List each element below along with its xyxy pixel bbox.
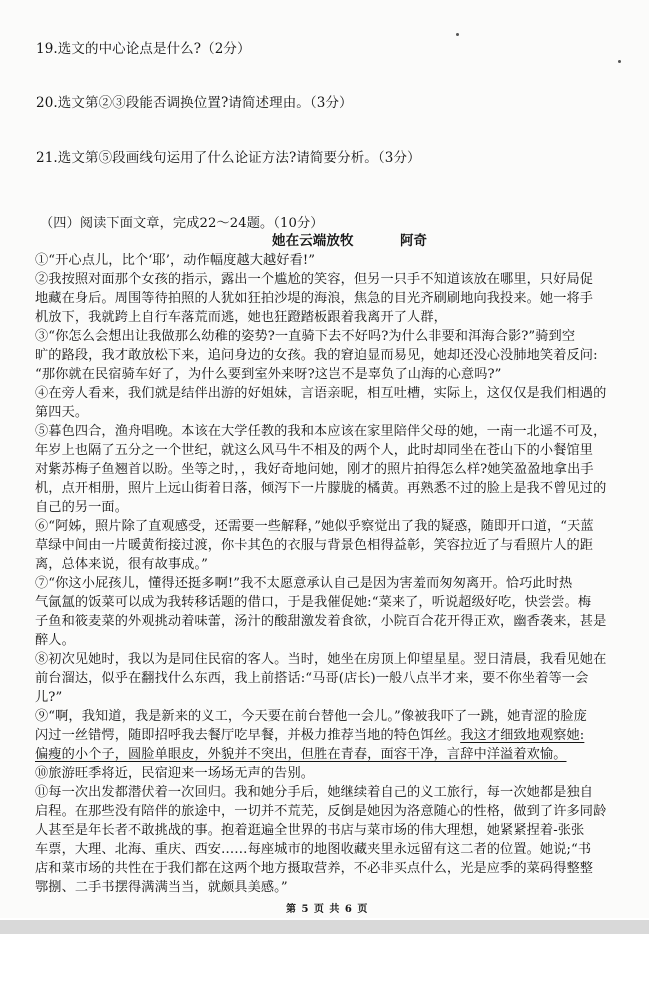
paragraph-line: 子鱼和筱麦菜的外观挑动着味蕾，汤汁的酸甜激发着食欲，小院百合花开得正欢，幽香袭来，甚是 (35, 614, 607, 629)
question-21: 21.选文第⑤段画线句运用了什么论证方法?请简要分析。（3分） (36, 150, 421, 166)
paragraph-line: 草绿中间由一片暖黄衔接过渡，你卡其色的衣服与背景色相得益彰，笑容拉近了与看照片人的距 (35, 538, 594, 553)
paragraph-line: ⑤暮色四合，渔舟唱晚。本该在大学任教的我和本应该在家里陪伴父母的她，一南一北遥不可及， (35, 424, 607, 439)
paragraph-line: “那你就在民宿骑车好了，为什么要到室外来呀?这岂不是辜负了山海的心意吗?” (35, 367, 502, 382)
underlined-sentence: 我这才细致地观察她: (460, 728, 585, 743)
paragraph-line: ⑥“阿姊，照片除了直观感受，还需要一些解释，”她似乎察觉出了我的疑惑，随即开口道，“天蓝 (35, 519, 594, 534)
article-title-text: 她在云端放牧 (272, 233, 354, 249)
scan-speck (456, 33, 459, 36)
paragraph-line: ⑧初次见她时，我以为是同住民宿的客人。当时，她坐在房顶上仰望星星。翌日清晨，我看见她在 (35, 652, 607, 667)
paragraph-line: 鄂捌、二手书摆得满满当当，就颇具美感。” (35, 880, 288, 895)
paragraph-line: ①“开心点儿，比个‘耶’，动作幅度越大越好看!” (35, 253, 316, 268)
paragraph-line: ⑨“啊，我知道，我是新来的义工，今天要在前台替他一会儿。”像被我吓了一跳，她青涩的脸庞 (35, 709, 587, 724)
scan-speck (618, 60, 621, 63)
question-20: 20.选文第②③段能否调换位置?请简述理由。（3分） (36, 95, 353, 111)
paragraph-line: ⑦“你这小屁孩儿，懂得还挺多啊!”我不太愿意承认自己是因为害羞而匆匆离开。恰巧此时热 (35, 576, 573, 591)
paragraph-line: 启程。在那些没有陪伴的旅途中，一切并不荒芜，反倒是她因为洛意随心的性格，做到了许多同龄 (35, 804, 607, 819)
paragraph-line: 车票，大理、北海、重庆、西安……每座城市的地图收藏夹里永远留有这二者的位置。她说;“书 (35, 842, 592, 857)
paragraph-line: 机放下，我就跨上自行车落荒而逃，她也狂蹬踏板跟着我离开了人群， (35, 310, 447, 325)
paragraph-line: ⑩旅游旺季将近，民宿迎来一场场无声的告别。 (35, 766, 315, 781)
paragraph-line: 气氤氲的饭菜可以成为我转移话题的借口，于是我催促她:“菜来了，听说超级好吃，快尝尝。梅 (35, 595, 592, 610)
paragraph-line-text: 闪过一丝错愕，随即招呼我去餐厅吃早餐，并极力推荐当地的特色饵丝。 (35, 728, 461, 743)
paragraph-line: 年岁上也隔了五分之一个世纪，就这么风马牛不相及的两个人，此时却同坐在苍山下的小餐馆里 (35, 443, 594, 458)
paragraph-line: 对紫苏梅子鱼翘首以盼。坐等之时，，我好奇地问她，刚才的照片拍得怎么样?她笑盈盈地拿出手 (35, 462, 594, 477)
underlined-sentence: 偏瘦的小个子，圆脸单眼皮，外貌并不突出，但胜在青春，面容干净，言辞中洋溢着欢愉。 (35, 747, 567, 762)
paragraph-line: 机，点开相册，照片上远山街着日落，倾泻下一片朦胧的橘黄。再熟悉不过的脸上是我不曾见过的 (35, 481, 607, 496)
paragraph-line: 地藏在身后。周围等待拍照的人犹如狂拍沙堤的海浪，焦急的目光齐刷刷地向我投来。她一将手 (35, 291, 594, 306)
article-author: 阿奇 (400, 233, 427, 249)
article-title (272, 232, 354, 251)
question-19: 19.选文的中心论点是什么?（2分） (36, 41, 251, 57)
paragraph-line: 自己的另一面。 (35, 500, 129, 515)
paragraph-line: ④在旁人看来，我们就是结伴出游的好姐妹，言语亲昵，相互吐槽，实际上，这仅仅是我们相遇的 (35, 386, 607, 401)
paragraph-line: 人甚至是年长者不敢挑战的事。抱着逛遍全世界的书店与菜市场的伟大理想，她紧紧捏着-张张 (35, 823, 585, 838)
paragraph-line: 离，总体来说，很有故事成。” (35, 557, 208, 572)
paragraph-line (35, 726, 584, 745)
section-heading: （四）阅读下面文章，完成22～24题。（10分） (40, 216, 324, 231)
paragraph-line: ③“你怎么会想出让我做那么幼稚的姿势?一直骑下去不好吗?为什么非要和洱海合影?”骑到空 (35, 329, 576, 344)
paragraph-line: 儿?” (35, 690, 63, 705)
paragraph-line: 前台溜达，似乎在翻找什么东西，我上前搭话:“马哥(店长)一般八点半才来，要不你坐着等一会 (35, 671, 589, 686)
paragraph-line: 旷的路段，我才敢放松下来，追问身边的女孩。我的窘迫显而易见，她却还没心没肺地笑着反问: (35, 348, 598, 363)
paragraph-line: 醉人。 (35, 633, 75, 648)
paragraph-line: 第四天。 (35, 405, 89, 420)
paragraph-line: 店和菜市场的共性在于我们都在这两个地方摄取营养，不必非买点什么，光是应季的菜码得整整 (35, 861, 594, 876)
paragraph-line: ⑪每一次出发都潜伏着一次回归。我和她分手后，她继续着自己的义工旅行，每一次她都是独自 (35, 785, 594, 800)
viewer-bottom-bar (0, 920, 649, 934)
page-footer: 第 5 页 共 6 页 (286, 904, 369, 915)
paragraph-line: ②我按照对面那个女孩的指示，露出一个尴尬的笑容，但另一只手不知道该放在哪里，只好局促 (35, 272, 594, 287)
